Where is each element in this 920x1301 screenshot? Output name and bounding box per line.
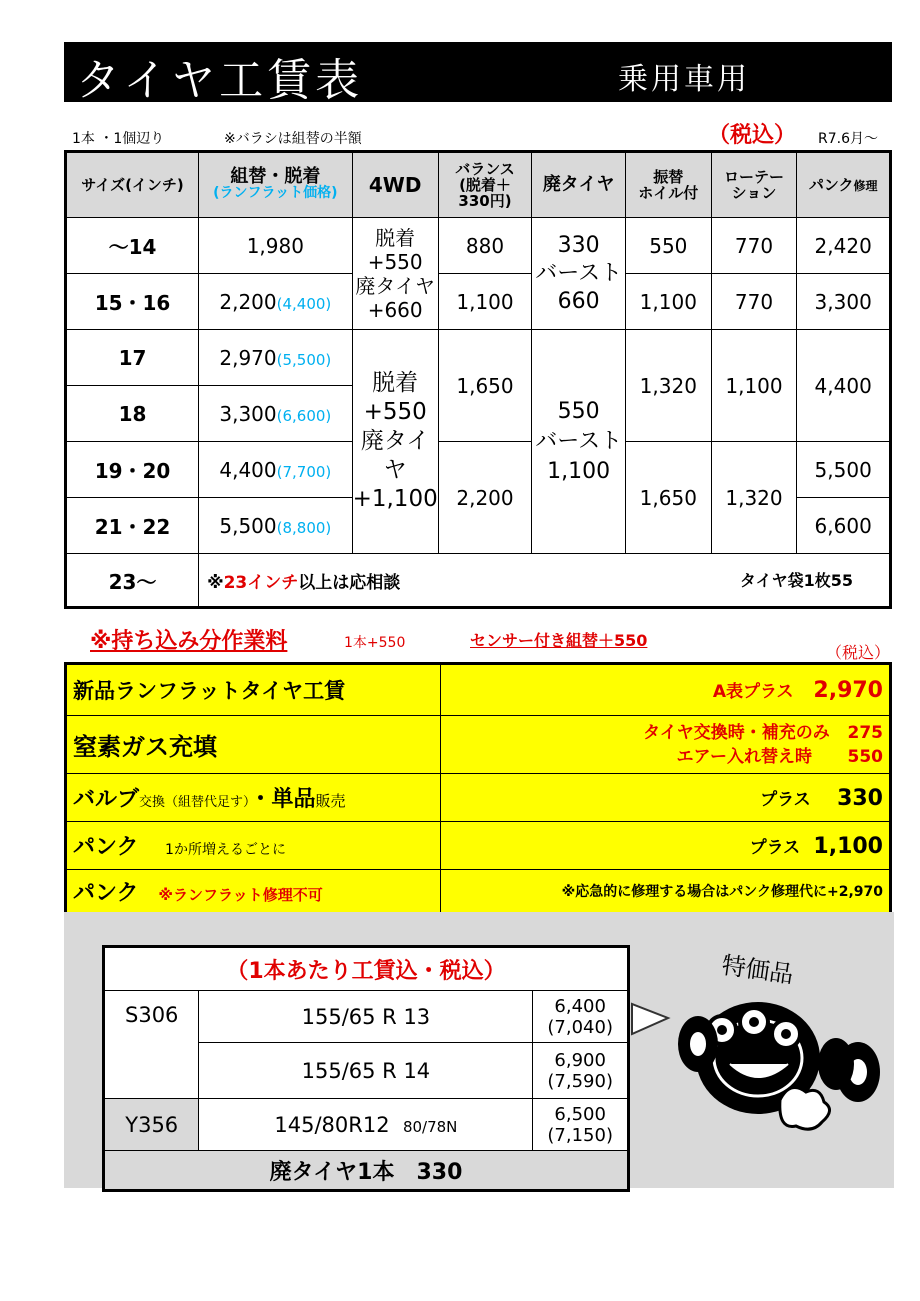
header-rotation: ローテー ション [711,152,797,218]
table-row: S306 155/65 R 13 6,400 (7,040) [104,991,629,1043]
header-furikae: 振替 ホイル付 [625,152,711,218]
table-row: 窒素ガス充填 タイヤ交換時・補充のみ 275 エアー入れ替え時 550 [66,716,891,774]
header-kumikae: 組替・脱着 (ランフラット価格) [199,152,353,218]
table-row: バルブ交換（組替代足す）・単品販売 プラス 330 [66,774,891,822]
table-row: 15・16 2,200(4,400) 1,100 1,100 770 3,300 [66,274,891,330]
haitire-small: 330 バースト 660 [532,218,626,330]
header-balance: バランス (脱着＋ 330円) [438,152,532,218]
table-row: パンク 1か所増えるごとに プラス 1,100 [66,822,891,870]
tire-mascot-icon [630,980,900,1140]
extras-table [64,662,892,915]
speech-pointer-icon [632,1004,668,1034]
table-row: パンク ※ランフラット修理不可 ※応急的に修理する場合はパンク修理代に+2,970 [66,870,891,914]
header-size: サイズ(インチ) [66,152,199,218]
haitire-large: 550 バースト 1,100 [532,330,626,554]
4wd-small: 脱着 +550 廃タイヤ +660 [352,218,438,330]
mochikomi-label: ※持ち込み分作業料 [90,629,288,654]
4wd-large: 脱着 +550 廃タイヤ +1,100 [352,330,438,554]
table-row: 18 3,300(6,600) [66,386,891,442]
title-bar [64,42,892,106]
cloud-icon [780,1088,830,1130]
tax-label: （税込） [708,123,797,148]
table-row: Y356 145/80R12 80/78N 6,500 (7,150) [104,1099,629,1151]
header-4wd: 4WD [352,152,438,218]
special-label: 特価品 [720,951,796,989]
per-unit-note: 1本 ・1個辺り [72,131,165,147]
table-row: 19・20 4,400(7,700) 2,200 1,650 1,320 5,500 [66,442,891,498]
table-row: 21・22 5,500(8,800) 6,600 [66,498,891,554]
header-haitire: 廃タイヤ [532,152,626,218]
sensor-label: センサー付き組替＋550 [470,631,648,650]
barashi-note: ※バラシは組替の半額 [224,131,362,147]
tire-table [102,945,630,1192]
table-row: 23～ ※23インチ以上は応相談 タイヤ袋1枚55 [66,554,891,608]
mochikomi-price: 1本+550 [344,635,406,651]
header-punk: パンク修理 [797,152,891,218]
table-row: 155/65 R 14 6,900 (7,590) [104,1043,629,1099]
tire-table-footer: 廃タイヤ1本 330 [104,1151,629,1191]
price-table [64,150,892,609]
page-subtitle: 乗用車用 [618,62,750,97]
table-row: 17 2,970(5,500) 脱着 +550 廃タイヤ +1,100 1,650 550 バースト 1,100 1,320 1,100 4,400 [66,330,891,386]
tire-table-header: （1本あたり工賃込・税込） [104,947,629,991]
table-row: ～14 1,980 脱着 +550 廃タイヤ +660 880 330 バースト 660 550 770 2,420 [66,218,891,274]
table-row: 新品ランフラットタイヤ工賃 A表プラス 2,970 [66,664,891,716]
tax-label-2: （税込） [826,643,891,662]
page-title: タイヤ工賃表 [76,55,364,106]
date-label: R7.6月～ [818,131,878,147]
